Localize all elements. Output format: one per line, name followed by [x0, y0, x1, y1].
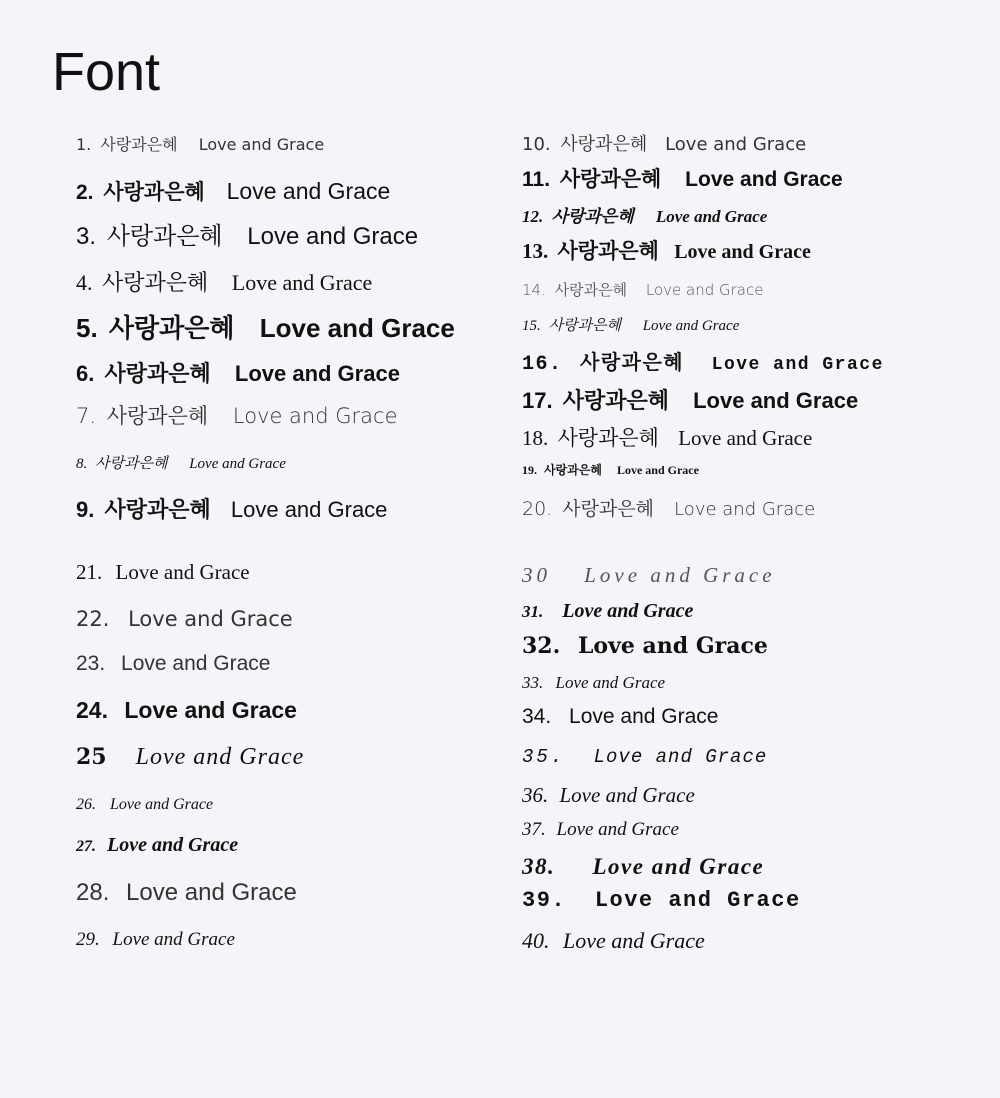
sample-number: 25 [76, 744, 107, 770]
font-sample-35 [522, 748, 767, 767]
korean-sample-text: 사랑과은혜 [106, 404, 209, 428]
font-sample-25 [76, 745, 304, 769]
font-sample-9 [76, 499, 387, 521]
english-sample-text: Love and Grace [642, 318, 740, 334]
korean-sample-text: 사랑과은혜 [557, 239, 659, 263]
sample-number: 23. [76, 652, 106, 675]
font-sample-34 [522, 706, 718, 727]
font-sample-29 [76, 930, 235, 949]
font-sample-4 [76, 272, 372, 294]
sample-number: 38. [522, 854, 556, 879]
font-sample-24 [76, 699, 297, 722]
font-sample-21 [76, 562, 250, 583]
english-sample-text: Love and Grace [124, 697, 297, 723]
english-sample-text: Love and Grace [569, 705, 719, 728]
english-sample-text: Love and Grace [126, 879, 297, 906]
english-sample-text: Love and Grace [226, 178, 391, 204]
korean-sample-text: 사랑과은혜 [580, 353, 685, 376]
korean-sample-text: 사랑과은혜 [544, 463, 602, 477]
english-sample-text: Love and Grace [711, 355, 884, 375]
font-sample-30 [522, 565, 776, 586]
english-sample-text: Love and Grace [234, 361, 400, 386]
font-sample-11 [522, 169, 843, 190]
font-sample-32 [522, 635, 768, 657]
font-sample-19 [522, 464, 699, 476]
korean-sample-text: 사랑과은혜 [551, 207, 634, 226]
sample-number: 15. [522, 318, 541, 334]
english-sample-text: Love and Grace [555, 673, 666, 692]
font-sample-7 [76, 406, 398, 427]
korean-sample-text: 사랑과은혜 [559, 168, 662, 191]
english-sample-text: Love and Grace [231, 270, 373, 295]
english-sample-text: Love and Grace [685, 168, 843, 191]
english-sample-text: Love and Grace [584, 563, 776, 587]
font-sample-15 [522, 319, 739, 334]
english-sample-text: Love and Grace [198, 135, 325, 154]
font-sample-26 [76, 797, 213, 813]
english-sample-text: Love and Grace [230, 497, 388, 522]
korean-sample-text: 사랑과은혜 [104, 497, 211, 522]
english-sample-text: Love and Grace [594, 888, 801, 913]
sample-number: 40. [522, 928, 550, 953]
english-sample-text: Love and Grace [128, 607, 293, 631]
font-sample-14 [522, 283, 763, 298]
korean-sample-text: 사랑과은혜 [100, 135, 178, 154]
sample-number: 16. [522, 353, 563, 376]
english-sample-text: Love and Grace [645, 281, 764, 299]
sample-number: 26. [76, 796, 96, 813]
sample-number: 29. [76, 929, 100, 950]
english-sample-text: Love and Grace [592, 854, 765, 879]
font-sample-27 [76, 835, 238, 855]
sample-number: 31. [522, 602, 544, 621]
sample-number: 18. [522, 426, 549, 450]
english-sample-text: Love and Grace [674, 241, 811, 263]
korean-sample-text: 사랑과은혜 [548, 318, 621, 334]
english-sample-text: Love and Grace [189, 456, 286, 472]
english-sample-text: Love and Grace [674, 499, 816, 520]
english-sample-text: Love and Grace [693, 388, 859, 413]
english-sample-text: Love and Grace [655, 207, 768, 226]
english-sample-text: Love and Grace [665, 134, 807, 155]
english-sample-text: Love and Grace [110, 796, 214, 813]
font-sample-37 [522, 820, 679, 839]
font-sample-39 [522, 890, 801, 912]
sample-number: 36. [522, 783, 549, 807]
font-sample-33 [522, 674, 665, 691]
sample-number: 1. [76, 135, 92, 154]
font-sample-31 [522, 601, 693, 621]
english-sample-text: Love and Grace [135, 744, 305, 770]
font-sample-18 [522, 428, 812, 449]
korean-sample-text: 사랑과은혜 [106, 223, 223, 250]
korean-sample-text: 사랑과은혜 [104, 361, 211, 386]
english-sample-text: Love and Grace [112, 929, 235, 950]
font-sample-22 [76, 609, 293, 630]
korean-sample-text: 사랑과은혜 [102, 270, 209, 295]
font-sample-36 [522, 785, 695, 806]
sample-number: 32. [522, 633, 561, 659]
sample-number: 28. [76, 879, 110, 906]
sample-number: 3. [76, 223, 97, 250]
english-sample-text: Love and Grace [559, 783, 695, 807]
sample-number: 4. [76, 270, 93, 295]
sample-number: 21. [76, 560, 103, 584]
font-sample-12 [522, 208, 767, 225]
korean-sample-text: 사랑과은혜 [557, 426, 659, 450]
english-sample-text: Love and Grace [121, 652, 271, 675]
sample-number: 27. [76, 838, 96, 855]
korean-sample-text: 사랑과은혜 [108, 313, 235, 343]
english-sample-text: Love and Grace [107, 834, 239, 856]
sample-number: 17. [522, 388, 553, 413]
english-sample-text: Love and Grace [232, 404, 398, 428]
sample-number: 8. [76, 456, 88, 472]
font-sample-6 [76, 363, 400, 385]
sample-number: 11. [522, 168, 551, 191]
font-sample-13 [522, 241, 811, 262]
font-sample-28 [76, 881, 297, 905]
english-sample-text: Love and Grace [616, 463, 699, 477]
sample-number: 39. [522, 888, 567, 913]
sample-number: 14. [522, 281, 546, 299]
sample-number: 33. [522, 673, 544, 692]
sample-number: 35. [522, 746, 566, 768]
korean-sample-text: 사랑과은혜 [562, 498, 655, 520]
font-sample-3 [76, 225, 418, 249]
sample-number: 34. [522, 705, 552, 728]
english-sample-text: Love and Grace [247, 223, 419, 250]
english-sample-text: Love and Grace [115, 560, 250, 584]
font-sample-40 [522, 930, 705, 952]
sample-number: 12. [522, 207, 544, 226]
english-sample-text: Love and Grace [556, 819, 679, 840]
font-sample-20 [522, 500, 815, 519]
font-sample-23 [76, 653, 270, 674]
korean-sample-text: 사랑과은혜 [95, 456, 168, 472]
english-sample-text: Love and Grace [563, 928, 705, 953]
sample-number: 9. [76, 497, 95, 522]
page-title: Font [52, 42, 161, 102]
font-sample-16 [522, 355, 884, 375]
sample-number: 22. [76, 607, 110, 631]
english-sample-text: Love and Grace [577, 633, 768, 659]
korean-sample-text: 사랑과은혜 [103, 181, 205, 204]
sample-number: 24. [76, 697, 108, 723]
sample-number: 19. [522, 463, 537, 477]
english-sample-text: Love and Grace [562, 600, 694, 622]
sample-number: 37. [522, 819, 546, 840]
font-sample-38 [522, 855, 764, 878]
korean-sample-text: 사랑과은혜 [554, 281, 628, 299]
sample-number: 13. [522, 239, 549, 263]
sample-number: 2. [76, 181, 94, 204]
sample-number: 30 [522, 563, 551, 587]
font-sample-5 [76, 315, 455, 341]
english-sample-text: Love and Grace [678, 426, 813, 450]
sample-number: 20. [522, 498, 553, 520]
font-sample-10 [522, 136, 806, 154]
font-sample-2 [76, 180, 390, 203]
korean-sample-text: 사랑과은혜 [560, 134, 648, 155]
font-sample-8 [76, 457, 286, 472]
sample-number: 5. [76, 313, 98, 343]
korean-sample-text: 사랑과은혜 [562, 388, 669, 413]
sample-number: 7. [76, 404, 97, 428]
font-sample-1 [76, 137, 324, 153]
english-sample-text: Love and Grace [259, 313, 455, 343]
font-sample-17 [522, 390, 858, 412]
sample-number: 6. [76, 361, 95, 386]
english-sample-text: Love and Grace [593, 746, 768, 768]
sample-number: 10. [522, 134, 551, 155]
